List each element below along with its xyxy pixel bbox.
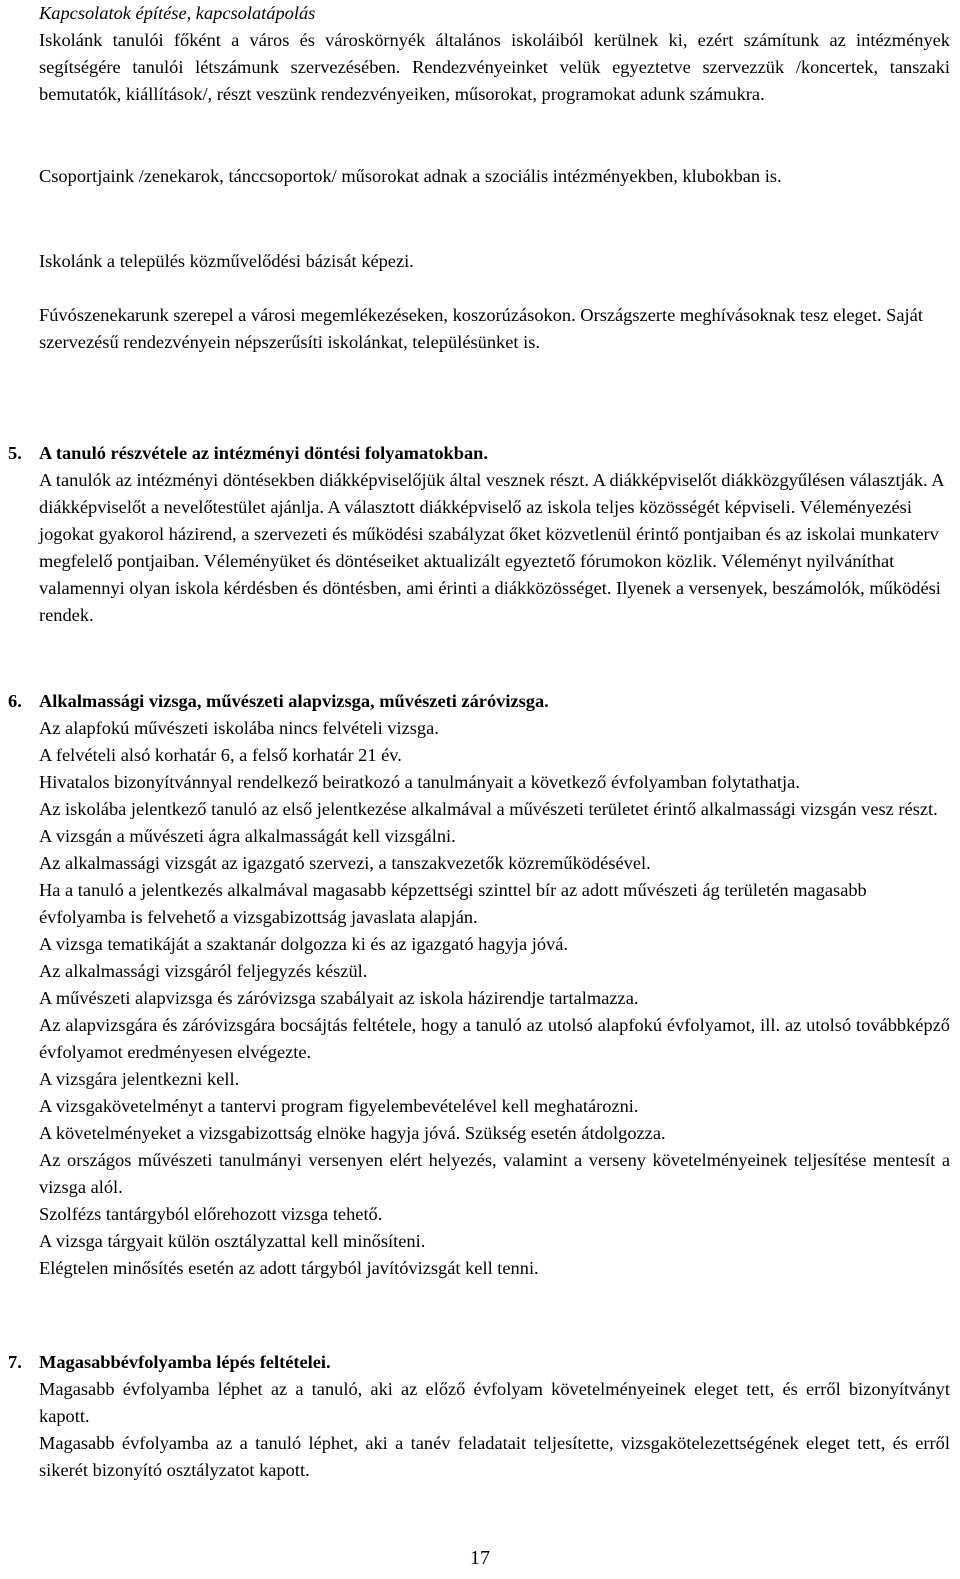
section-7-paragraph: Magasabb évfolyamba az a tanuló léphet, aki a tanév feladatait teljesítette, vizsgakötelezettségének eleget tett, és erről sikerét bizonyító osztályzatot kapott. [39,1433,950,1480]
section-7-number: 7. [8,1352,22,1372]
section-6-paragraph: A vizsga tárgyait külön osztályzattal kell minősíteni. [39,1231,426,1251]
section-6-paragraph: Az országos művészeti tanulmányi versenyen elért helyezés, valamint a verseny követelményeinek teljesítése mentesít a vizsga alól. [39,1150,950,1197]
section-6-paragraph: Ha a tanuló a jelentkezés alkalmával magasabb képzettségi szinttel bír az adott művészeti ág területén magasabb évfolyamba is felvehető a vizsgabizottság javaslata alapján. [39,880,867,927]
intro-paragraph-band-text: Fúvószenekarunk szerepel a városi megemlékezéseken, koszorúzásokon. Országszerte meghívásoknak tesz eleget. Saját szervezésű rendezvényein népszerűsíti iskolánkat, településünket is. [39,305,923,352]
section-7-body [39,1376,950,1484]
intro-section [39,0,950,108]
section-6-paragraph: Hivatalos bizonyítvánnyal rendelkező beiratkozó a tanulmányait a következő évfolyamban folytathatja. [39,772,800,792]
intro-paragraph-band [39,302,950,356]
section-6-paragraph: A vizsga tematikáját a szaktanár dolgozza ki és az igazgató hagyja jóvá. [39,934,569,954]
section-6-number: 6. [8,691,22,711]
section-6-paragraph: Az alkalmassági vizsgáról feljegyzés készül. [39,961,368,981]
intro-paragraph: Iskolánk tanulói főként a város és városkörnyék általános iskoláiból kerülnek ki, ezért számítunk az intézmények segítségére tanulói létszámunk szervezésében. Rendezvényeinket velük egyeztetve szervezzük /koncertek, tanszaki bemutatók, kiállítások/, részt veszünk rendezvényeiken, műsorokat, programokat adunk számukra. [39,30,950,104]
section-6-body [39,715,950,1282]
section-6-title: Alkalmassági vizsga, művészeti alapvizsga, művészeti záróvizsga. [39,691,549,711]
section-5-title: A tanuló részvétele az intézményi döntési folyamatokban. [39,443,488,463]
intro-paragraph-base-text: Iskolánk a település közművelődési bázisát képezi. [39,251,414,271]
section-6-paragraph: Az iskolába jelentkező tanuló az első jelentkezése alkalmával a művészeti területet érintő alkalmassági vizsgán vesz részt. A vizsgán a művészeti ágra alkalmasságát kell vizsgálni. [39,799,938,846]
section-5-body [39,467,950,629]
section-7-paragraph: Magasabb évfolyamba léphet az a tanuló, aki az előző évfolyam követelményeinek eleget tett, és erről bizonyítványt kapott. [39,1379,950,1426]
section-6-paragraph: A felvételi alsó korhatár 6, a felső korhatár 21 év. [39,745,402,765]
section-6-paragraph: Szolfézs tantárgyból előrehozott vizsga tehető. [39,1204,383,1224]
intro-heading: Kapcsolatok építése, kapcsolatápolás [39,3,316,23]
section-6-paragraph: Az alapvizsgára és záróvizsgára bocsájtás feltétele, hogy a tanuló az utolsó alapfokú évfolyamot, ill. az utolsó továbbképző évfolyamot eredményesen elvégezte. [39,1015,950,1062]
section-6-paragraph: A művészeti alapvizsga és záróvizsga szabályait az iskola házirendje tartalmazza. [39,988,639,1008]
section-6-paragraph: Az alapfokú művészeti iskolába nincs felvételi vizsga. [39,718,439,738]
section-5-number: 5. [8,443,22,463]
section-6-paragraph: Az alkalmassági vizsgát az igazgató szervezi, a tanszakvezetők közreműködésével. [39,853,651,873]
section-6-paragraph: A vizsgakövetelményt a tantervi program figyelembevételével kell meghatározni. [39,1096,639,1116]
section-7-title: Magasabbévfolyamba lépés feltételei. [39,1352,331,1372]
intro-paragraph-base [39,248,950,275]
section-6-paragraph: Elégtelen minősítés esetén az adott tárgyból javítóvizsgát kell tenni. [39,1258,539,1278]
section-6-paragraph: A vizsgára jelentkezni kell. [39,1069,240,1089]
page-number: 17 [470,1547,490,1569]
intro-paragraph-groups-text: Csoportjaink /zenekarok, tánccsoportok/ műsorokat adnak a szociális intézményekben, klubokban is. [39,166,782,186]
section-6-paragraph: A követelményeket a vizsgabizottság elnöke hagyja jóvá. Szükség esetén átdolgozza. [39,1123,666,1143]
intro-paragraph-groups [39,163,950,190]
section-5-body-text: A tanulók az intézményi döntésekben diákképviselőjük által vesznek részt. A diákképviselőt diákközgyűlésen választják. A diákképviselőt a nevelőtestület ajánlja. A választott diákképviselő az iskola teljes közösségét képviseli. Véleményezési jogokat gyakorol házirend, a szervezeti és működési szabályzat őket közvetlenül érintő pontjaiban és az iskolai munkaterv megfelelő pontjaiban. Véleményüket és döntéseiket aktualizált egyeztető fórumokon közlik. Véleményt nyilváníthat valamennyi olyan iskola kérdésben és döntésben, ami érinti a diákközösséget. Ilyenek a versenyek, beszámolók, működési rendek. [39,470,944,625]
